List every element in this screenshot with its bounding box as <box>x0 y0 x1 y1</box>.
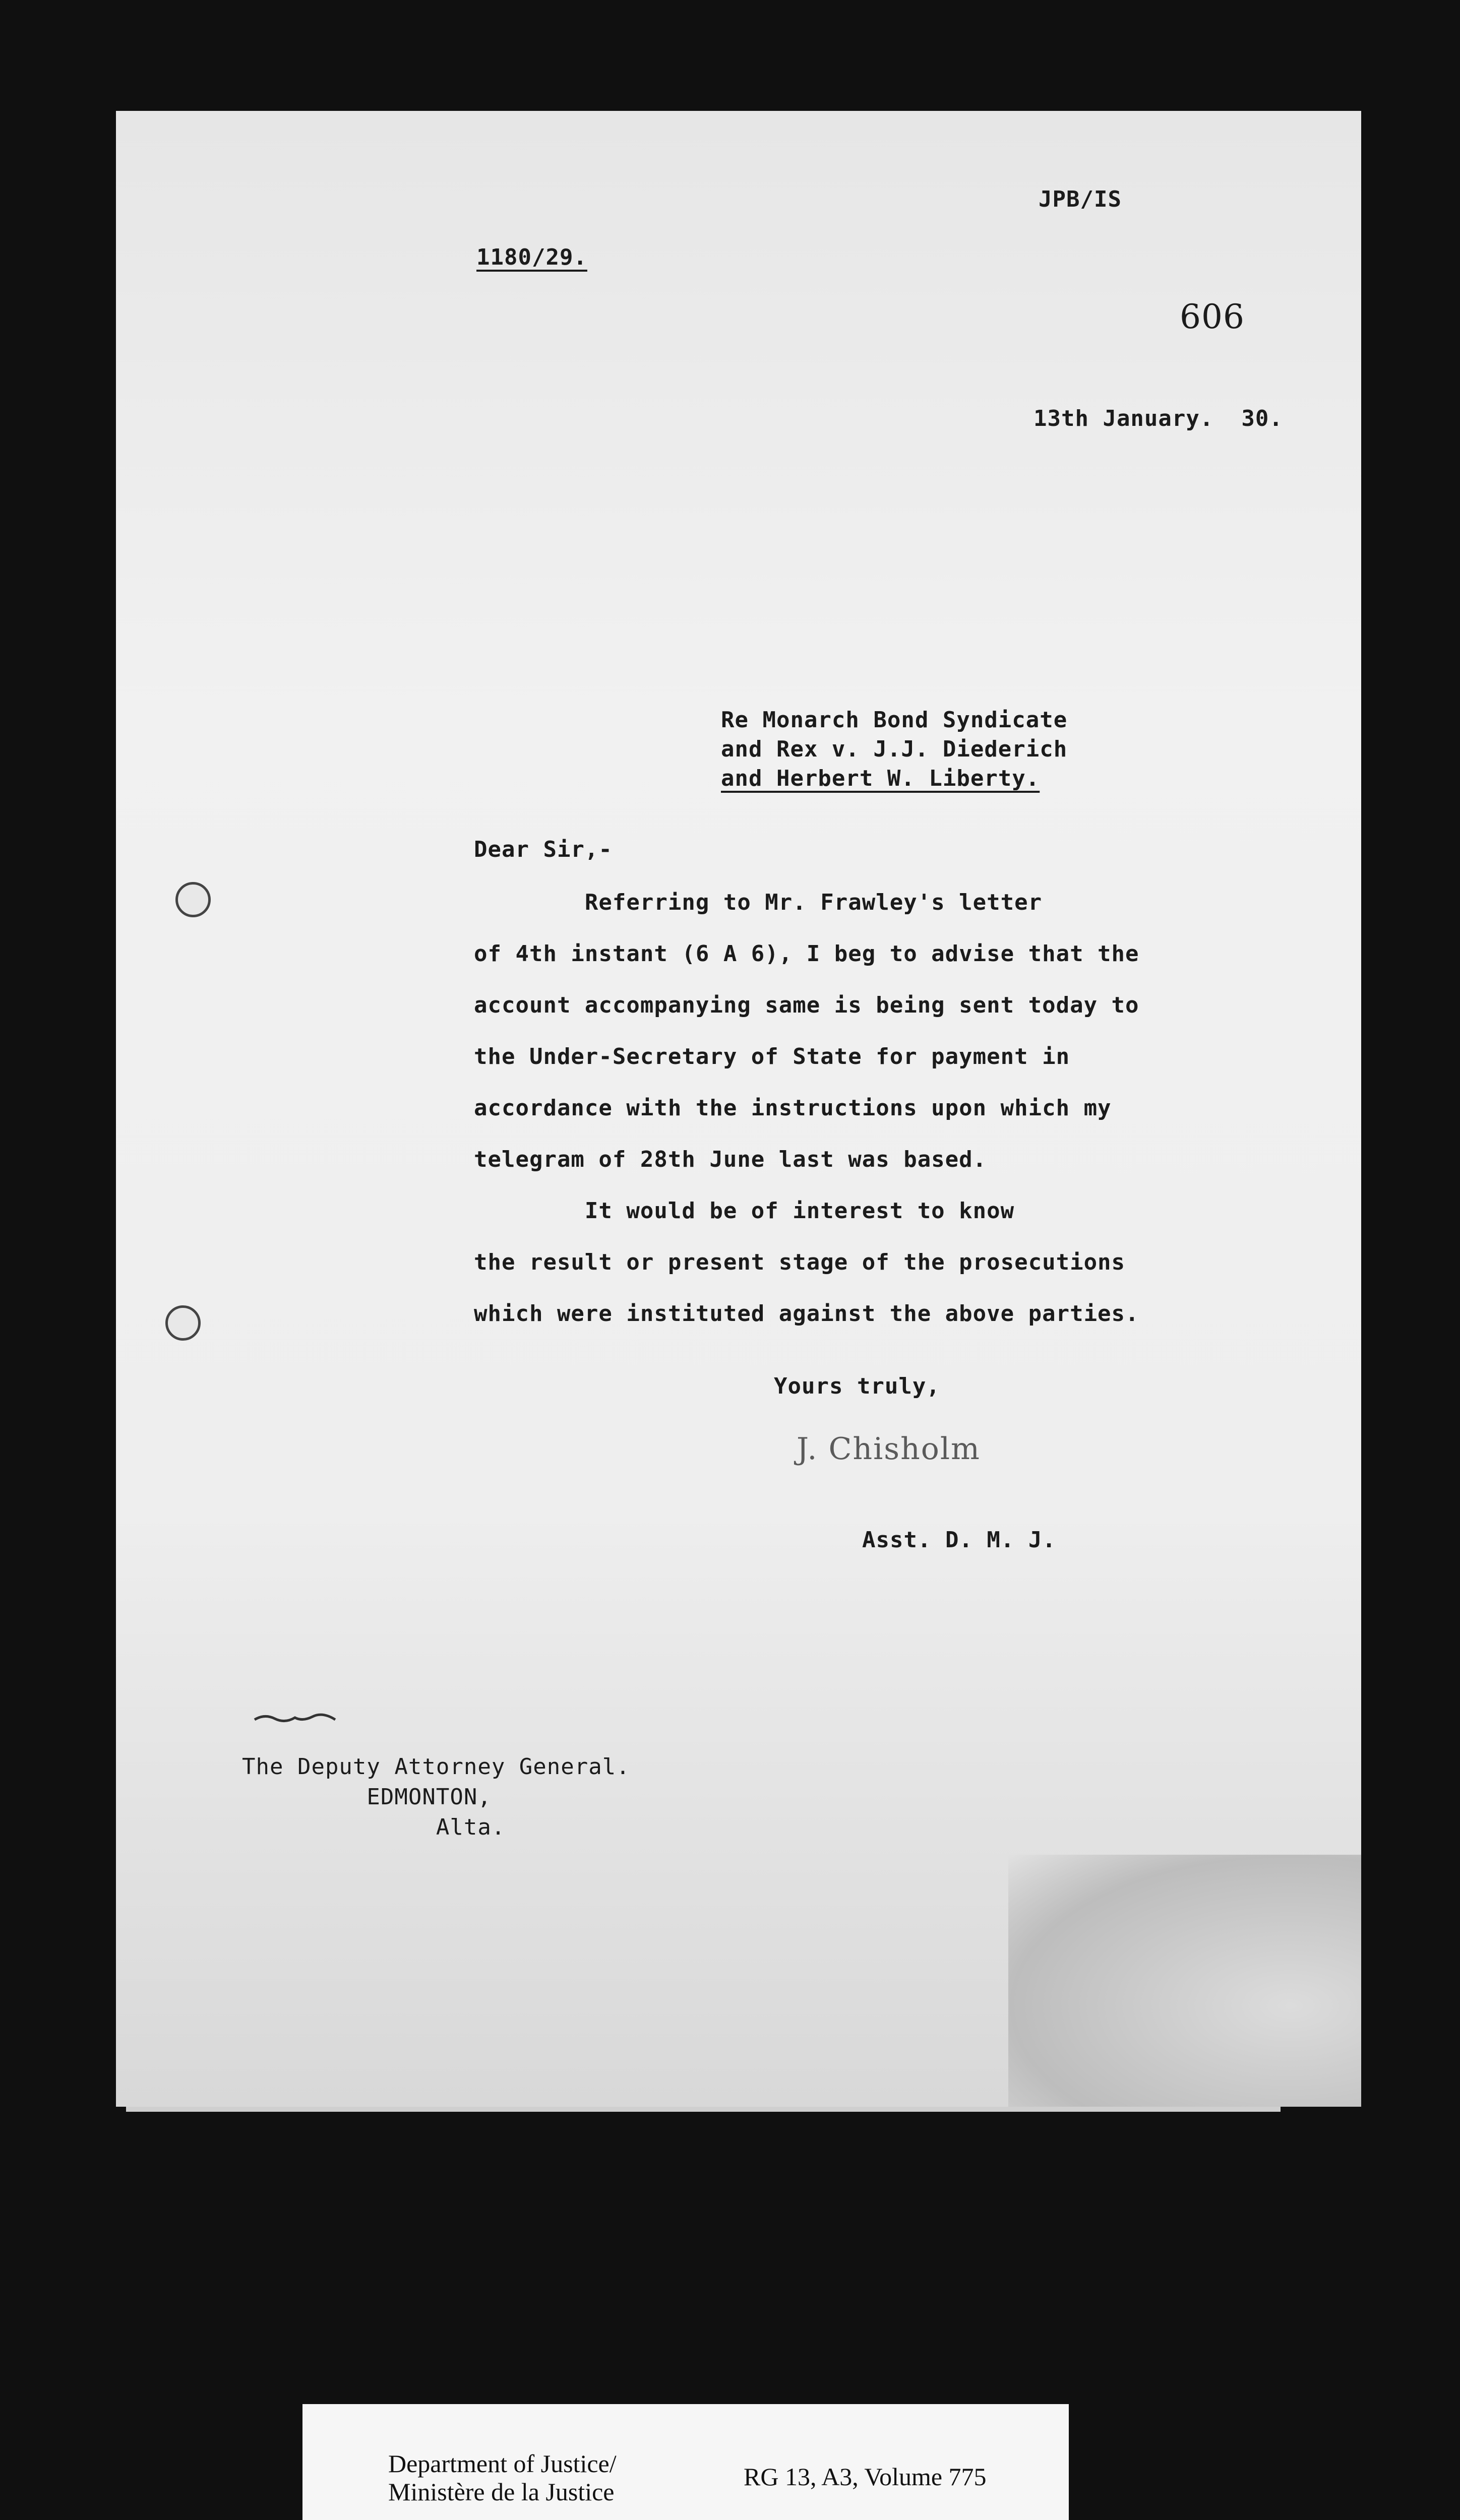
reference-line: and Herbert W. Liberty. <box>721 766 1040 791</box>
letter-page <box>116 111 1361 2107</box>
body-line: accordance with the instructions upon which my <box>474 1095 1112 1121</box>
body-line: the result or present stage of the prosecutions <box>474 1249 1126 1275</box>
punch-hole <box>175 882 211 917</box>
department-en: Department of Justice/ <box>388 2449 617 2478</box>
page-curl <box>1008 1855 1361 2107</box>
reference-line: Re Monarch Bond Syndicate <box>721 707 1068 733</box>
body-line: of 4th instant (6 A 6), I beg to advise that the <box>474 941 1139 967</box>
body-line: telegram of 28th June last was based. <box>474 1147 987 1172</box>
salutation: Dear Sir,- <box>474 837 613 862</box>
file-number: 1180/29. <box>476 244 587 270</box>
file-code: JPB/IS <box>1039 186 1122 212</box>
closing: Yours truly, <box>774 1373 940 1399</box>
signature-stamp: J. Chisholm <box>797 1431 981 1467</box>
department-fr: Ministère de la Justice <box>388 2478 615 2506</box>
reference-line: and Rex v. J.J. Diederich <box>721 736 1068 762</box>
punch-hole <box>165 1305 201 1341</box>
body-line: the Under-Secretary of State for payment in <box>474 1044 1070 1069</box>
addressee-line: The Deputy Attorney General. <box>242 1754 630 1780</box>
department-name <box>388 2449 617 2506</box>
body-line: which were instituted against the above parties. <box>474 1301 1139 1327</box>
page-number: 606 <box>1180 297 1245 336</box>
volume-reference: RG 13, A3, Volume 775 <box>744 2463 987 2491</box>
signer-title: Asst. D. M. J. <box>862 1527 1056 1553</box>
letter-date: 13th January. 30. <box>1033 406 1283 431</box>
body-line: account accompanying same is being sent today to <box>474 992 1139 1018</box>
archive-label <box>302 2404 1069 2520</box>
addressee-line: Alta. <box>242 1814 506 1840</box>
reference-block <box>721 706 1067 793</box>
body-line: Referring to Mr. Frawley's letter <box>474 890 1043 915</box>
pen-mark <box>252 1709 338 1729</box>
addressee-line: EDMONTON, <box>242 1784 492 1810</box>
body-line: It would be of interest to know <box>474 1198 1015 1224</box>
